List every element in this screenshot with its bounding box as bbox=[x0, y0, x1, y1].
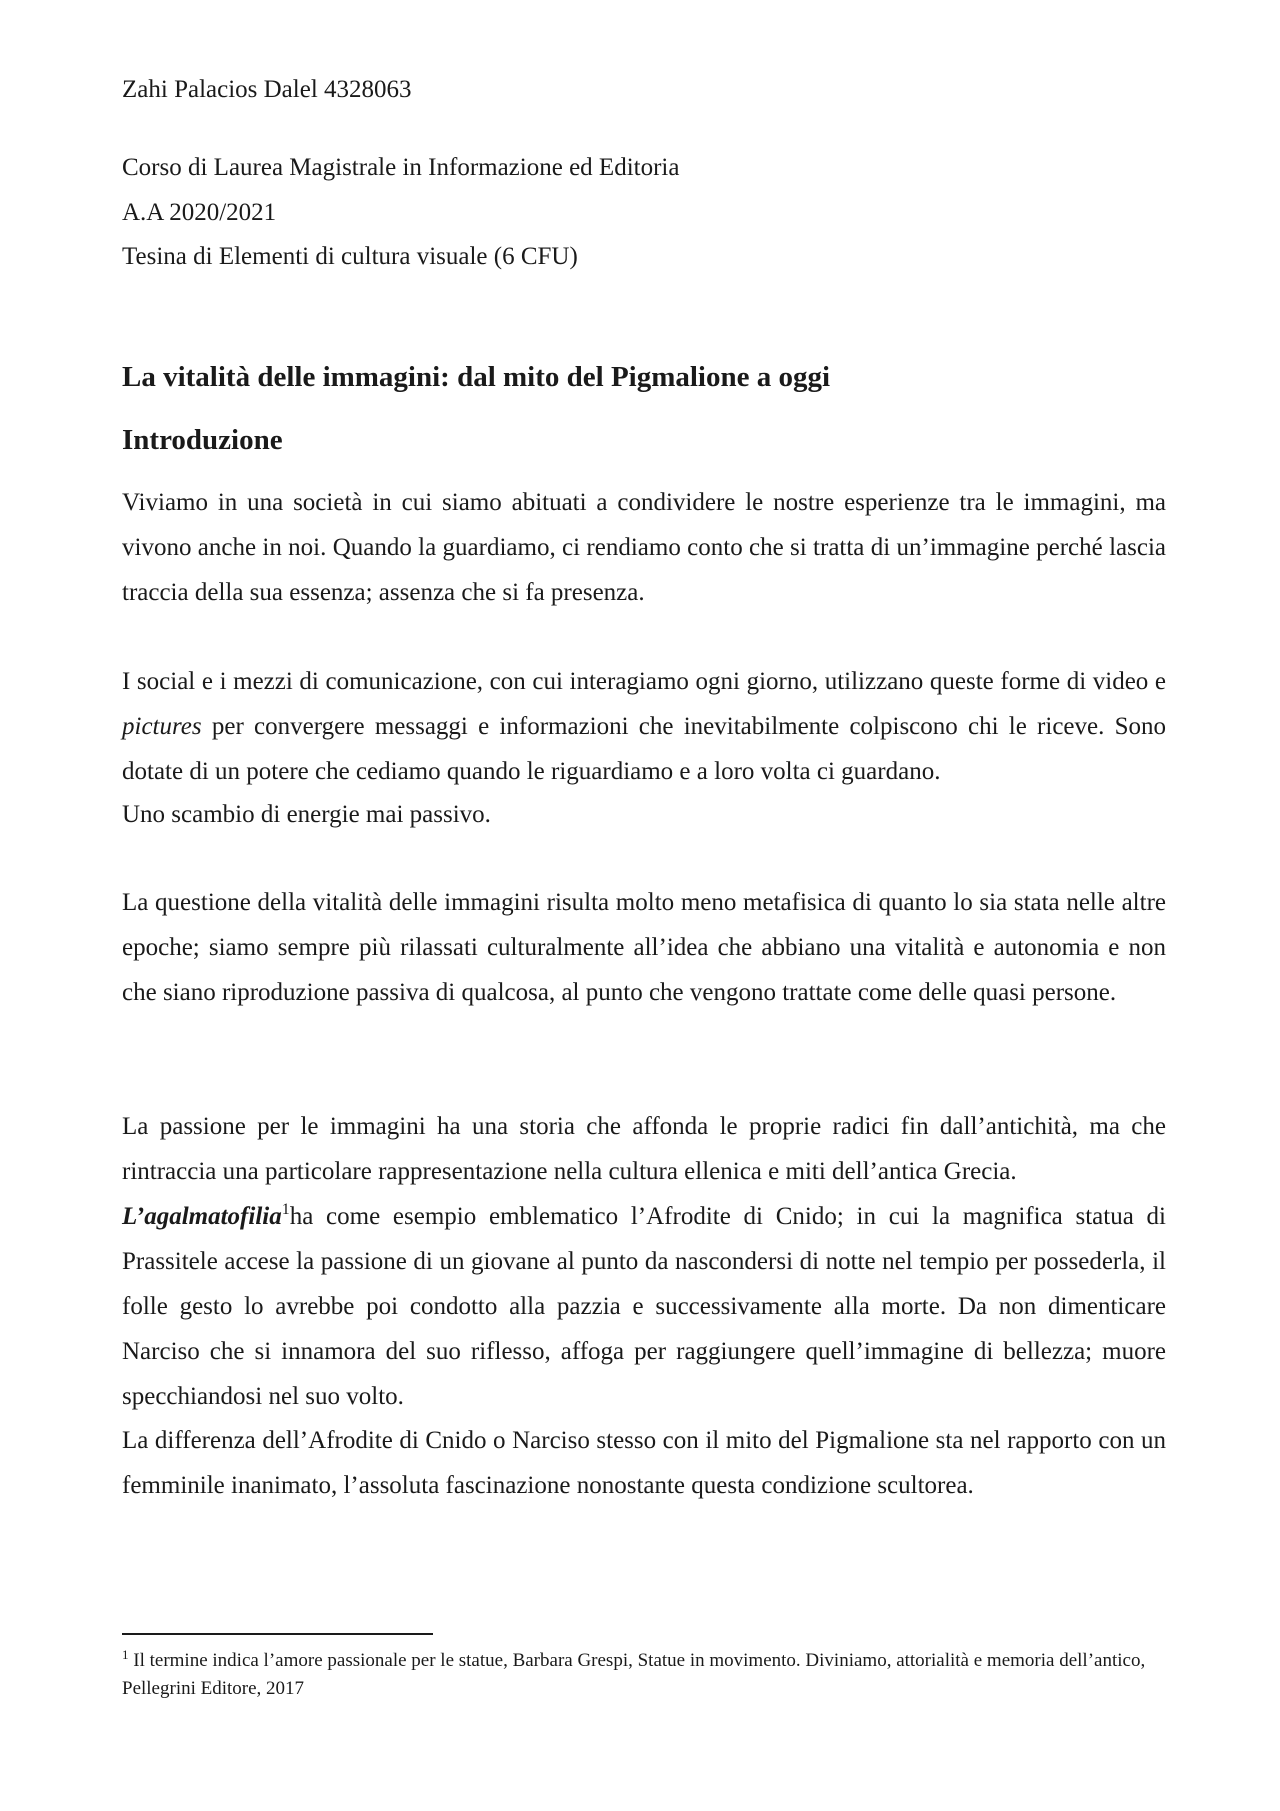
paragraph-6 bbox=[122, 1418, 1166, 1508]
footnote bbox=[122, 1647, 1172, 1703]
footnote-number: 1 bbox=[122, 1647, 129, 1662]
paragraph-2-line-2: Uno scambio di energie mai passivo. bbox=[122, 801, 491, 828]
paragraph-2-after: per convergere messaggi e informazioni che inevitabilmente colpiscono chi le riceve. Sono dotate di un potere che cediamo quando le riguardiamo e a loro volta ci guardano. bbox=[122, 713, 1167, 785]
footnote-text: Il termine indica l’amore passionale per le statue, Barbara Grespi, Statue in movimento. Diviniamo, attorialità e memoria dell’antico, Pellegrini Editore, 2017 bbox=[122, 1650, 1146, 1699]
paragraph-2-before: I social e i mezzi di comunicazione, con cui interagiamo ogni giorno, utilizzano queste forme di video e bbox=[122, 668, 1166, 695]
paragraph-2 bbox=[122, 659, 1166, 794]
paragraph-4-text: La passione per le immagini ha una storia che affonda le proprie radici fin dall’antichità, ma che rintraccia una particolare rappresentazione nella cultura ellenica e miti dell’antica Grecia. bbox=[122, 1113, 1166, 1185]
paragraph-6-text: La differenza dell’Afrodite di Cnido o Narciso stesso con il mito del Pigmalione sta nel rapporto con un femminile inanimato, l’assoluta fascinazione nonostante questa condizione scultorea. bbox=[122, 1427, 1166, 1499]
academic-year-line: A.A 2020/2021 bbox=[122, 199, 277, 226]
section-heading: Introduzione bbox=[122, 424, 283, 456]
course-line: Corso di Laurea Magistrale in Informazione ed Editoria bbox=[122, 154, 680, 181]
paragraph-1 bbox=[122, 480, 1166, 615]
paragraph-2-italic: pictures bbox=[122, 713, 202, 740]
paragraph-3-text: La questione della vitalità delle immagini risulta molto meno metafisica di quanto lo sia stata nelle altre epoche; siamo sempre più rilassati culturalmente all’idea che abbiano una vitalità e autonomia e non che siano riproduzione passiva di qualcosa, al punto che vengono trattate come delle quasi persone. bbox=[122, 889, 1166, 1006]
thesis-line: Tesina di Elementi di cultura visuale (6 CFU) bbox=[122, 243, 578, 270]
paragraph-3 bbox=[122, 880, 1166, 1015]
paragraph-4 bbox=[122, 1104, 1166, 1194]
footnote-reference[interactable]: 1 bbox=[281, 1201, 290, 1218]
paragraph-2-text bbox=[122, 659, 1166, 794]
paragraph-5-rest: ha come esempio emblematico l’Afrodite di Cnido; in cui la magnifica statua di Prassitele accese la passione di un giovane al punto da nascondersi di notte nel tempio per possederla, il folle gesto lo avrebbe poi condotto alla pazzia e successivamente alla morte. Da non dimenticare Narciso che si innamora del suo riflesso, affoga per raggiungere quell’immagine di bellezza; muore specchiandosi nel suo volto. bbox=[122, 1203, 1166, 1410]
agalmatofilia-term: L’agalmatofilia bbox=[122, 1203, 282, 1230]
paragraph-1-text: Viviamo in una società in cui siamo abituati a condividere le nostre esperienze tra le immagini, ma vivono anche in noi. Quando la guardiamo, ci rendiamo conto che si tratta di un’immagine perché lascia traccia della sua essenza; assenza che si fa presenza. bbox=[122, 489, 1166, 606]
paragraph-5 bbox=[122, 1194, 1166, 1419]
author-line: Zahi Palacios Dalel 4328063 bbox=[122, 76, 412, 103]
footnote-separator bbox=[122, 1633, 433, 1635]
document-title: La vitalità delle immagini: dal mito del Pigmalione a oggi bbox=[122, 361, 831, 393]
paragraph-5-text bbox=[122, 1194, 1166, 1419]
